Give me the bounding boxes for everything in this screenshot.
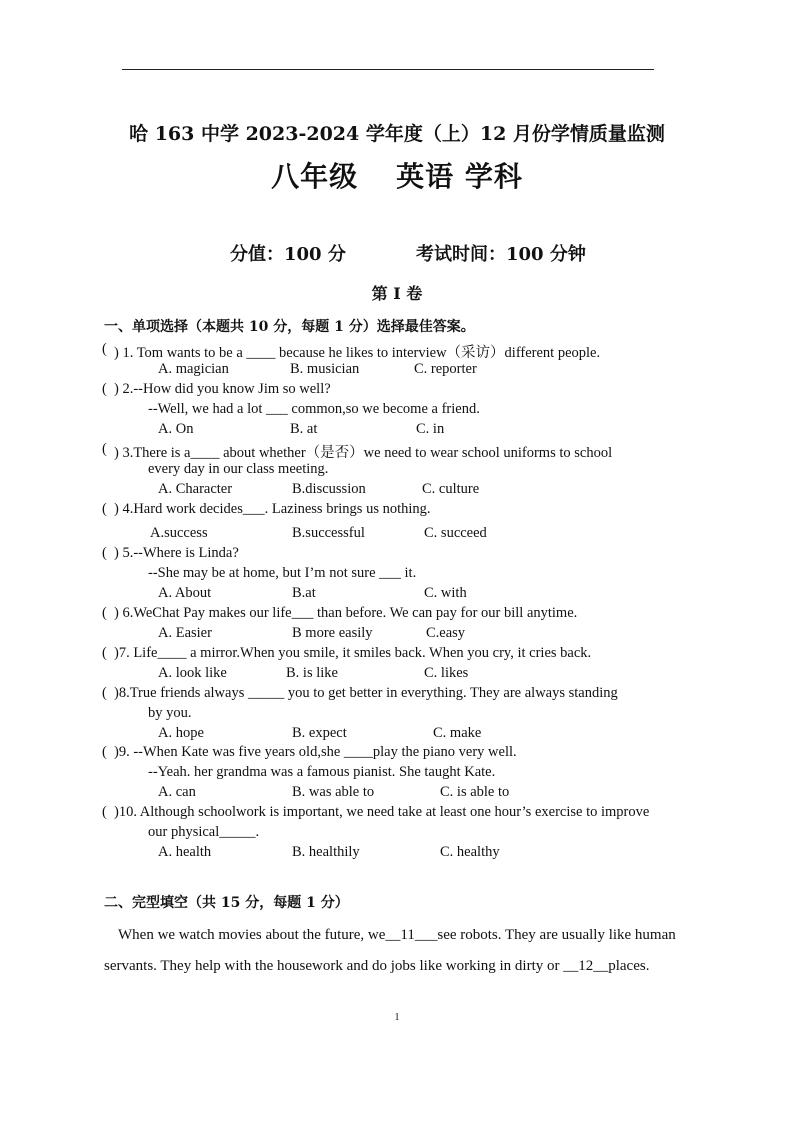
question-text: )8.True friends always _____ you to get better in everything. They are always standing bbox=[114, 685, 618, 701]
answer-blank-paren[interactable]: ( bbox=[102, 441, 107, 457]
cloze-paragraph-line: When we watch movies about the future, we__11___see robots. They are usually like human bbox=[118, 927, 676, 943]
answer-option: A. health bbox=[158, 844, 212, 860]
subject-label: 英语 学科 bbox=[396, 160, 523, 193]
grade-subject bbox=[0, 155, 794, 195]
answer-option: C. in bbox=[416, 421, 445, 437]
answer-blank-paren[interactable]: ( bbox=[102, 341, 107, 357]
answer-option: A. Character bbox=[158, 481, 233, 497]
answer-option: A.success bbox=[150, 525, 208, 541]
time-label: 考试时间：100 分钟 bbox=[416, 244, 586, 265]
answer-option: C. healthy bbox=[440, 844, 500, 860]
answer-blank-paren[interactable]: ( bbox=[102, 804, 107, 820]
question-text: ) 2.--How did you know Jim so well? bbox=[114, 381, 331, 397]
answer-option: B. is like bbox=[286, 665, 338, 681]
answer-option: C. with bbox=[424, 585, 467, 601]
answer-option: B. healthily bbox=[292, 844, 360, 860]
answer-option: C. likes bbox=[424, 665, 469, 681]
answer-option: A. hope bbox=[158, 725, 204, 741]
answer-option: A. magician bbox=[158, 361, 229, 377]
answer-option: A. look like bbox=[158, 665, 227, 681]
answer-option: A. On bbox=[158, 421, 194, 437]
answer-option: C. culture bbox=[422, 481, 480, 497]
answer-option: B. expect bbox=[292, 725, 347, 741]
question-text-continued: --She may be at home, but I’m not sure ___ it. bbox=[148, 565, 417, 581]
answer-option: A. Easier bbox=[158, 625, 212, 641]
answer-option: C.easy bbox=[426, 625, 466, 641]
question-text-continued: --Yeah. her grandma was a famous pianist. She taught Kate. bbox=[148, 764, 496, 780]
answer-option: B more easily bbox=[292, 625, 373, 641]
question-text: )9. --When Kate was five years old,she ____play the piano very well. bbox=[114, 744, 517, 760]
answer-option: B.at bbox=[292, 585, 316, 601]
question-text-continued: every day in our class meeting. bbox=[148, 461, 329, 477]
answer-option: C. is able to bbox=[440, 784, 510, 800]
answer-blank-paren[interactable]: ( bbox=[102, 685, 107, 701]
answer-option: B. at bbox=[290, 421, 318, 437]
question-text: ) 5.--Where is Linda? bbox=[114, 545, 239, 561]
exam-title: 哈 163 中学 2023-2024 学年度（上）12 月份学情质量监测 bbox=[129, 123, 665, 145]
answer-option: B. was able to bbox=[292, 784, 375, 800]
answer-blank-paren[interactable]: ( bbox=[102, 645, 107, 661]
answer-option: B.discussion bbox=[292, 481, 366, 497]
page-number: 1 bbox=[394, 1012, 400, 1023]
question-text: ) 3.There is a____ about whether（是否）we need to wear school uniforms to school bbox=[114, 445, 613, 461]
section1-title: 一、单项选择（本题共 10 分，每题 1 分）选择最佳答案。 bbox=[104, 319, 475, 335]
question-text: )10. Although schoolwork is important, we need take at least one hour’s exercise to improve bbox=[114, 804, 650, 820]
score-label: 分值：100 分 bbox=[230, 244, 346, 265]
answer-blank-paren[interactable]: ( bbox=[102, 545, 107, 561]
section2-title: 二、完型填空（共 15 分，每题 1 分） bbox=[104, 895, 349, 911]
question-text: ) 1. Tom wants to be a ____ because he likes to interview（采访）different people. bbox=[114, 345, 601, 361]
question-text-continued: our physical_____. bbox=[148, 824, 260, 840]
grade-label: 八年级 bbox=[271, 160, 359, 193]
volume-label: 第 I 卷 bbox=[371, 284, 423, 303]
answer-option: B.successful bbox=[292, 525, 365, 541]
top-rule bbox=[122, 69, 654, 70]
answer-option: A. can bbox=[158, 784, 196, 800]
question-text-continued: by you. bbox=[148, 705, 192, 721]
question-text: ) 4.Hard work decides___. Laziness brings us nothing. bbox=[114, 501, 431, 517]
answer-blank-paren[interactable]: ( bbox=[102, 744, 107, 760]
question-text-continued: --Well, we had a lot ___ common,so we become a friend. bbox=[148, 401, 480, 417]
cloze-paragraph-line: servants. They help with the housework and do jobs like working in dirty or __12__places. bbox=[104, 958, 650, 974]
answer-option: A. About bbox=[158, 585, 212, 601]
answer-blank-paren[interactable]: ( bbox=[102, 605, 107, 621]
answer-option: C. reporter bbox=[414, 361, 477, 377]
question-text: )7. Life____ a mirror.When you smile, it smiles back. When you cry, it cries back. bbox=[114, 645, 592, 661]
answer-option: C. make bbox=[433, 725, 482, 741]
answer-blank-paren[interactable]: ( bbox=[102, 381, 107, 397]
answer-option: C. succeed bbox=[424, 525, 487, 541]
answer-blank-paren[interactable]: ( bbox=[102, 501, 107, 517]
question-text: ) 6.WeChat Pay makes our life___ than before. We can pay for our bill anytime. bbox=[114, 605, 578, 621]
answer-option: B. musician bbox=[290, 361, 360, 377]
